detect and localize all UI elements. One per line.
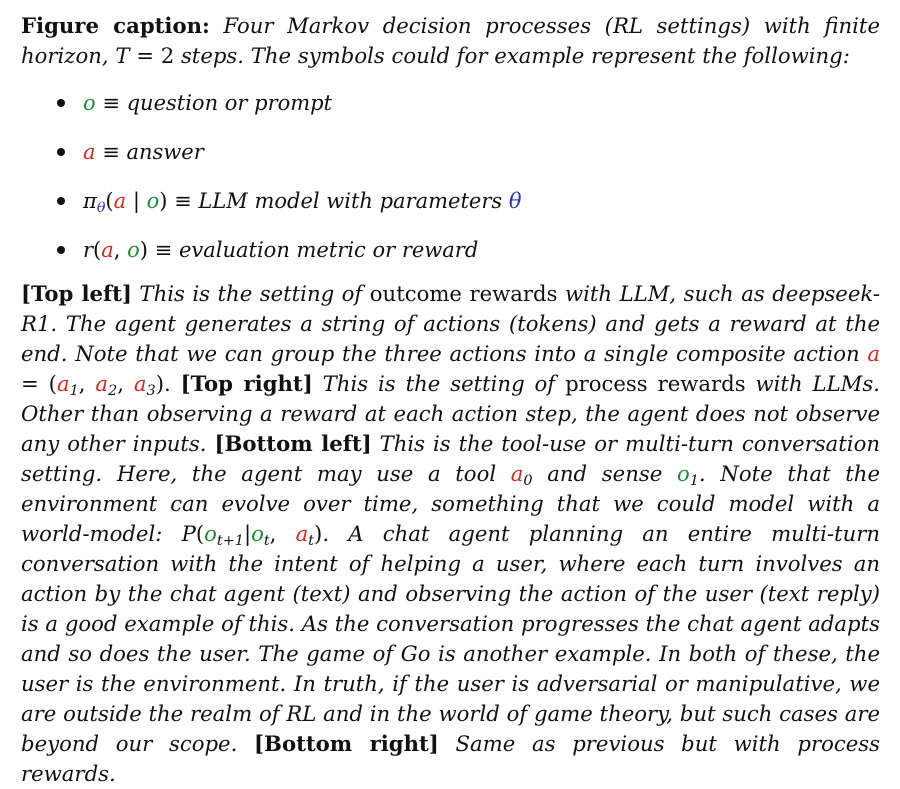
list-item: [57, 79, 880, 128]
symbol-a-t: a: [295, 521, 309, 546]
sub-t1: t+1: [216, 533, 244, 550]
symbol-o: o: [83, 91, 96, 115]
body-paragraph: [21, 279, 880, 789]
symbol-o-meaning: ≡ question or prompt: [95, 91, 333, 115]
p-open: (: [195, 521, 205, 546]
comma: ,: [113, 238, 128, 262]
symbol-a: a: [113, 189, 127, 213]
paren-open: (: [105, 189, 114, 213]
sub-1: 1: [69, 383, 79, 400]
comma: ,: [78, 371, 96, 396]
sub-0: 0: [523, 473, 533, 490]
caption-label: Figure caption:: [21, 13, 210, 38]
caption-line1: Four Markov decision processes (RL settings) with finite horizon,: [21, 13, 880, 68]
symbol-theta: θ: [508, 189, 522, 213]
symbol-a: a: [867, 341, 880, 366]
list-item: [57, 177, 880, 226]
horizon-value: = 2: [129, 43, 181, 68]
sub-o1: 1: [689, 473, 699, 490]
sub-t: t: [263, 533, 270, 550]
symbol-o1: o: [676, 461, 690, 486]
symbol-pi-meaning: ≡ LLM model with parameters: [167, 189, 509, 213]
bullet-icon: [57, 246, 65, 254]
top-right-text-2: with LLMs. Other than observing a reward at each action step, the agent does not observe any other inputs.: [21, 371, 880, 456]
symbol-a3: a: [133, 371, 147, 396]
symbol-theta-sub: θ: [96, 199, 106, 216]
given-bar: |: [126, 189, 147, 213]
symbol-o: o: [146, 189, 160, 213]
top-right-term: process rewards: [565, 371, 746, 396]
symbol-a: a: [83, 140, 96, 164]
symbol-r: r: [83, 238, 94, 262]
top-left-text-1: This is the setting of: [131, 281, 370, 306]
symbol-pi: π: [83, 189, 97, 213]
symbol-o-t1: o: [204, 521, 217, 546]
caption-intro: [21, 11, 880, 71]
symbol-a0: a: [510, 461, 524, 486]
symbol-list: [21, 79, 880, 275]
sub-at: t: [308, 533, 315, 550]
bottom-right-text: Same as previous but with process rewards.: [21, 731, 880, 786]
paren-close: ): [139, 238, 148, 262]
top-left-text-2: with LLM, such as deepseek-R1. The agent generates a string of actions (tokens) and gets a reward at the end. Note that we can group the three actions into a single composite action: [21, 281, 880, 366]
bullet-icon: [57, 99, 65, 107]
symbol-a: a: [101, 238, 114, 262]
comma: ,: [117, 371, 134, 396]
bullet-icon: [57, 148, 65, 156]
bottom-left-text-3: . Note that the environment can evolve over time, something that we could model with a world-model:: [21, 461, 880, 546]
given-bar: |: [243, 521, 252, 546]
caption-body: [21, 279, 880, 789]
bottom-left-text-1: This is the tool-use or multi-turn conversation setting. Here, the agent may use a tool: [21, 431, 880, 486]
caption-line2: steps. The symbols could for example represent the following:: [180, 43, 850, 68]
list-item: [57, 226, 880, 275]
eq-close: ).: [155, 371, 171, 396]
comma: ,: [269, 521, 296, 546]
list-item: [57, 128, 880, 177]
symbol-o: o: [127, 238, 140, 262]
top-right-text-1: This is the setting of: [312, 371, 566, 396]
sub-3: 3: [146, 383, 156, 400]
paren-close: ): [159, 189, 168, 213]
bottom-left-text-4: A chat agent planning an entire multi-turn conversation with the intent of helping a user, where each turn involves an action by the chat agent (text) and observing the action of the user (text reply) is a good example of this. As the conversation progresses the chat agent adapts and so does the user. The game of Go is another example. In both of these, the user is the environment. In truth, if the user is adversarial or manipulative, we are outside the realm of RL and in the world of game theory, but such cases are beyond our scope.: [21, 521, 880, 756]
horizon-symbol: T: [115, 43, 130, 68]
p-close: ).: [314, 521, 330, 546]
symbol-P: P: [181, 521, 196, 546]
bottom-right-label: [Bottom right]: [254, 731, 439, 756]
paren-open: (: [93, 238, 102, 262]
top-left-term: outcome rewards: [369, 281, 558, 306]
sub-2: 2: [108, 383, 118, 400]
top-right-label: [Top right]: [180, 371, 313, 396]
symbol-o-t: o: [251, 521, 264, 546]
symbol-a-meaning: ≡ answer: [95, 140, 204, 164]
eq-open: = (: [21, 371, 57, 396]
bullet-icon: [57, 197, 65, 205]
symbol-a1: a: [56, 371, 70, 396]
bottom-left-label: [Bottom left]: [214, 431, 372, 456]
symbol-a2: a: [95, 371, 109, 396]
bottom-left-text-2: and sense: [532, 461, 677, 486]
top-left-label: [Top left]: [21, 281, 132, 306]
symbol-r-meaning: ≡ evaluation metric or reward: [148, 238, 479, 262]
